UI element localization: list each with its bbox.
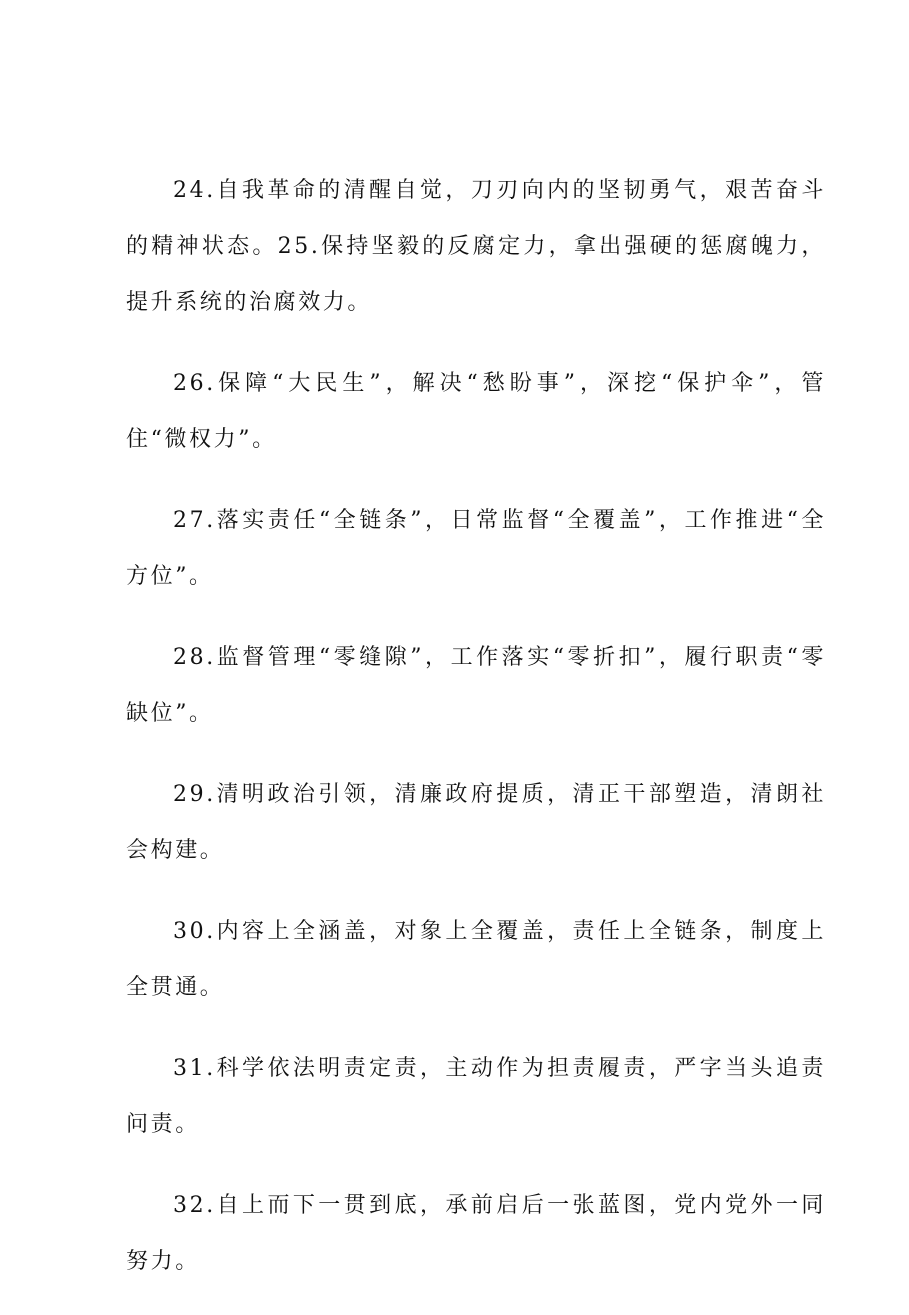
- paragraph-27: 27.落实责任“全链条”，日常监督“全覆盖”，工作推进“全方位”。: [126, 508, 826, 589]
- paragraph-26: 26.保障“大民生”，解决“愁盼事”，深挖“保护伞”，管住“微权力”。: [126, 371, 826, 452]
- document-body: [126, 163, 826, 1315]
- paragraph-31: 31.科学依法明责定责，主动作为担责履责，严字当头追责问责。: [126, 1056, 826, 1137]
- paragraph-29: 29.清明政治引领，清廉政府提质，清正干部塑造，清朗社会构建。: [126, 782, 826, 863]
- paragraph-28: 28.监督管理“零缝隙”，工作落实“零折扣”，履行职责“零缺位”。: [126, 645, 826, 726]
- paragraph-32: 32.自上而下一贯到底，承前启后一张蓝图，党内党外一同努力。: [126, 1193, 826, 1274]
- paragraph-30: 30.内容上全涵盖，对象上全覆盖，责任上全链条，制度上全贯通。: [126, 919, 826, 1000]
- paragraph-24-25: 24.自我革命的清醒自觉，刀刃向内的坚韧勇气，艰苦奋斗的精神状态。25.保持坚毅的反腐定力，拿出强硬的惩腐魄力，提升系统的治腐效力。: [126, 178, 826, 315]
